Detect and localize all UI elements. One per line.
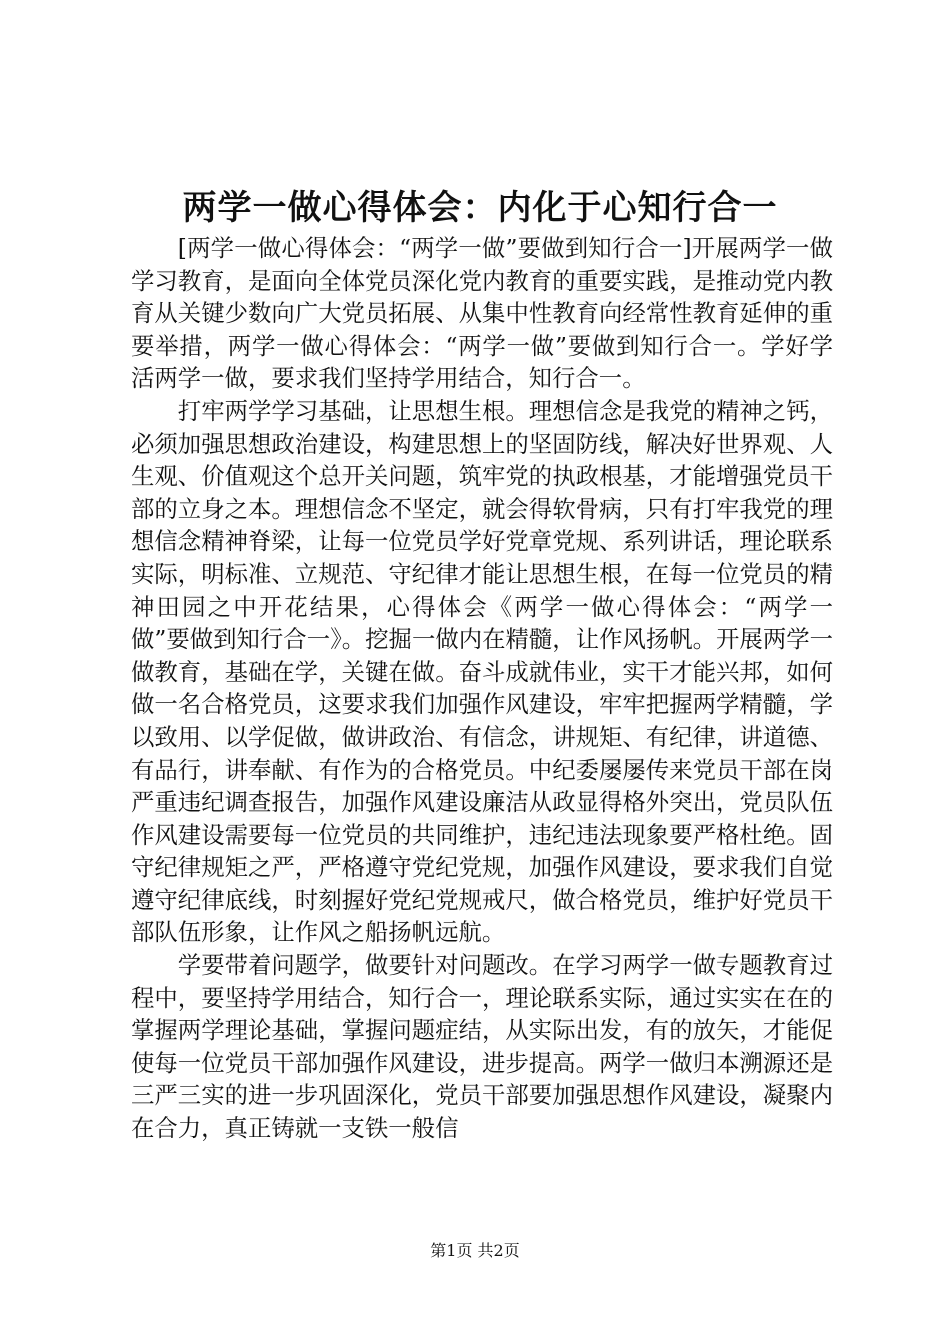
- paragraph-1: [两学一做心得体会：“两学一做”要做到知行合一]开展两学一做学习教育，是面向全体党员深化党内教育的重要实践，是推动党内教育从关键少数向广大党员拓展、从集中性教育向经常性教育延伸的重要举措，两学一做心得体会：“两学一做”要做到知行合一。学好学活两学一做，要求我们坚持学用结合，知行合一。: [131, 234, 833, 393]
- paragraph-3: 学要带着问题学，做要针对问题改。在学习两学一做专题教育过程中，要坚持学用结合，知行合一，理论联系实际，通过实实在在的掌握两学理论基础，掌握问题症结，从实际出发，有的放矢，才能促使每一位党员干部加强作风建设，进步提高。两学一做归本溯源还是三严三实的进一步巩固深化，党员干部要加强思想作风建设，凝聚内在合力，真正铸就一支铁一般信: [131, 951, 833, 1143]
- document-title: 两学一做心得体会：内化于心知行合一: [182, 188, 778, 228]
- page-number-footer: 第1页 共2页: [430, 1241, 520, 1260]
- paragraph-2: 打牢两学学习基础，让思想生根。理想信念是我党的精神之钙，必须加强思想政治建设，构建思想上的坚固防线，解决好世界观、人生观、价值观这个总开关问题，筑牢党的执政根基，才能增强党员干部的立身之本。理想信念不坚定，就会得软骨病，只有打牢我党的理想信念精神脊梁，让每一位党员学好党章党规、系列讲话，理论联系实际，明标准、立规范、守纪律才能让思想生根，在每一位党员的精神田园之中开花结果，心得体会《两学一做心得体会：“两学一做”要做到知行合一》。挖掘一做内在精髓，让作风扬帆。开展两学一做教育，基础在学，关键在做。奋斗成就伟业，实干才能兴邦，如何做一名合格党员，这要求我们加强作风建设，牢牢把握两学精髓，学以致用、以学促做，做讲政治、有信念，讲规矩、有纪律，讲道德、有品行，讲奉献、有作为的合格党员。中纪委屡屡传来党员干部在岗严重违纪调查报告，加强作风建设廉洁从政显得格外突出，党员队伍作风建设需要每一位党员的共同维护，违纪违法现象要严格杜绝。固守纪律规矩之严，严格遵守党纪党规，加强作风建设，要求我们自觉遵守纪律底线，时刻握好党纪党规戒尺，做合格党员，维护好党员干部队伍形象，让作风之船扬帆远航。: [131, 396, 833, 947]
- document-body: [131, 232, 833, 1145]
